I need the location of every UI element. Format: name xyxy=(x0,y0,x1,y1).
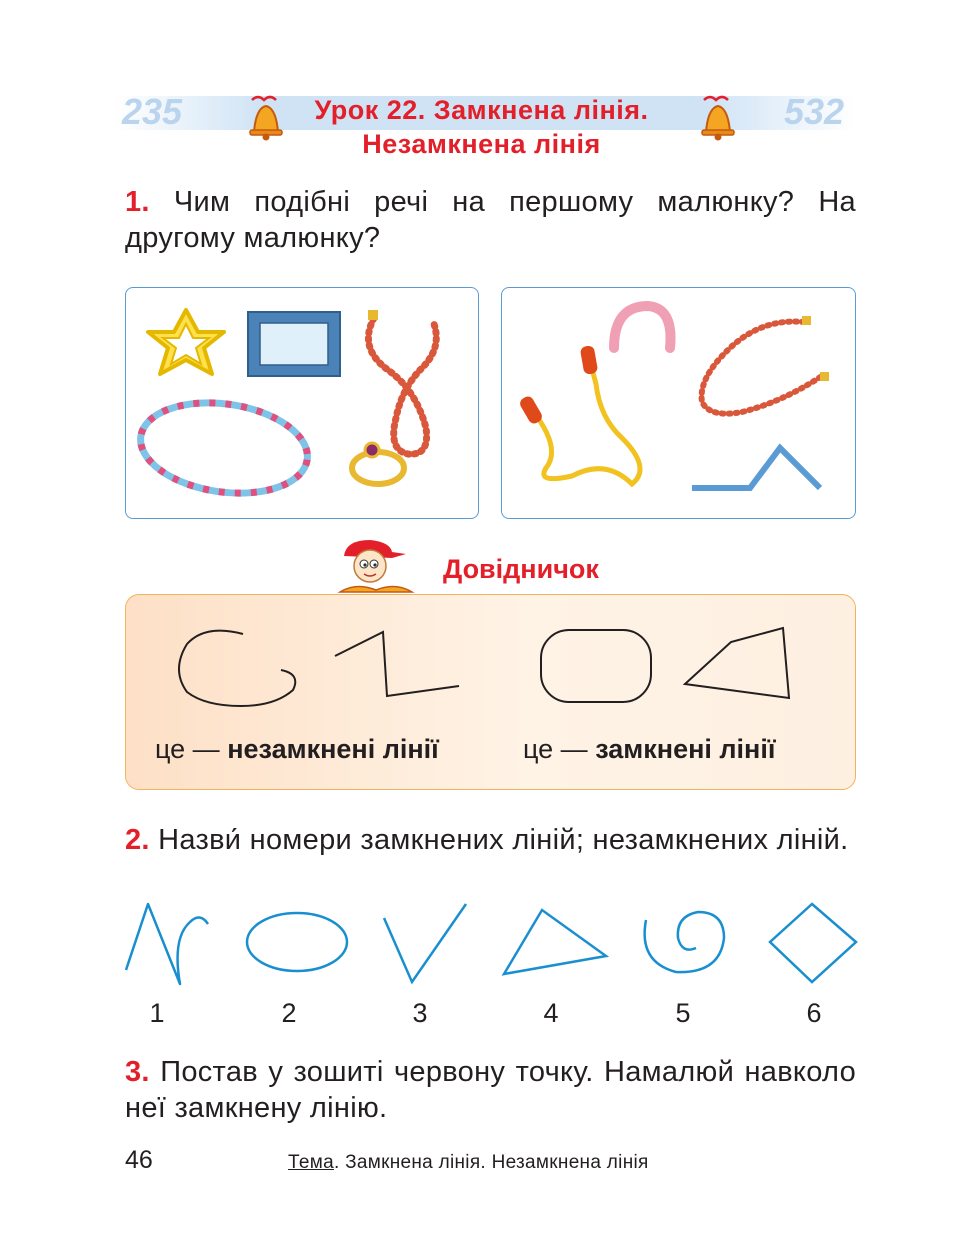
task-2-text: Назви́ номери замкнених ліній; незамкнених ліній. xyxy=(158,824,849,856)
open-necklace-icon xyxy=(702,322,822,414)
task-3-text: Постав у зошиті червону точку. Намалюй навколо неї замкнену лінію. xyxy=(125,1056,856,1124)
figure-3-open-angle xyxy=(384,904,466,982)
footer-topic-label: Тема xyxy=(288,1152,334,1173)
closed-quadrilateral-line xyxy=(685,628,789,698)
closed-lines-label-bold: замкнені лінії xyxy=(595,734,776,764)
picture-panel-open-objects xyxy=(501,287,856,519)
boy-reading-icon xyxy=(336,536,418,596)
lesson-title-line1: Урок 22. Замкнена лінія. xyxy=(314,95,649,125)
closed-rounded-rectangle-line xyxy=(541,630,651,702)
jump-rope-icon xyxy=(532,358,640,484)
task-2 xyxy=(125,822,856,858)
footer-topic-text: . Замкнена лінія. Незамкнена лінія xyxy=(333,1152,649,1173)
reference-lines-drawing xyxy=(125,594,854,724)
reference-title: Довідничок xyxy=(443,554,599,584)
bead-necklace-icon xyxy=(368,318,436,454)
task-1-number: 1. xyxy=(125,186,150,218)
broken-line-icon xyxy=(692,448,820,488)
closed-lines-label-prefix: це — xyxy=(523,734,596,764)
open-objects-illustration xyxy=(502,288,855,518)
figure-number-6: 6 xyxy=(806,998,822,1028)
figure-number-5: 5 xyxy=(675,998,691,1028)
figure-4-closed-triangle xyxy=(504,910,606,974)
figure-1-open-line xyxy=(126,904,208,984)
task-3-number: 3. xyxy=(125,1056,150,1088)
task-1-text: Чим подібні речі на першому малюнку? На другому малюнку? xyxy=(125,186,856,254)
page-number: 46 xyxy=(125,1146,153,1174)
open-zigzag-line xyxy=(335,632,459,696)
header-deco-numbers-right: 532 xyxy=(784,91,845,132)
figure-number-1: 1 xyxy=(149,998,165,1028)
header-deco-numbers-left: 235 xyxy=(122,91,183,132)
task-1 xyxy=(125,184,856,256)
ring-icon xyxy=(352,452,404,484)
closed-lines-label xyxy=(523,734,775,765)
closed-objects-illustration xyxy=(126,288,478,518)
open-lines-label xyxy=(155,734,439,765)
open-lines-label-bold: незамкнені лінії xyxy=(227,734,439,764)
picture-panel-closed-objects xyxy=(125,287,479,519)
open-curve-line xyxy=(179,631,295,706)
open-lines-label-prefix: це — xyxy=(155,734,228,764)
figure-6-closed-rhombus xyxy=(770,904,856,982)
task-2-number: 2. xyxy=(125,824,150,856)
figure-2-closed-ellipse xyxy=(247,913,347,971)
lesson-title-line2: Незамкнена лінія xyxy=(362,129,601,159)
task-2-figures xyxy=(120,898,865,990)
figure-number-4: 4 xyxy=(543,998,559,1028)
figure-number-2: 2 xyxy=(281,998,297,1028)
task-3 xyxy=(125,1054,856,1126)
figure-5-open-spiral xyxy=(645,912,724,972)
footer-topic xyxy=(288,1152,649,1174)
figure-number-3: 3 xyxy=(412,998,428,1028)
headband-icon xyxy=(614,306,671,348)
